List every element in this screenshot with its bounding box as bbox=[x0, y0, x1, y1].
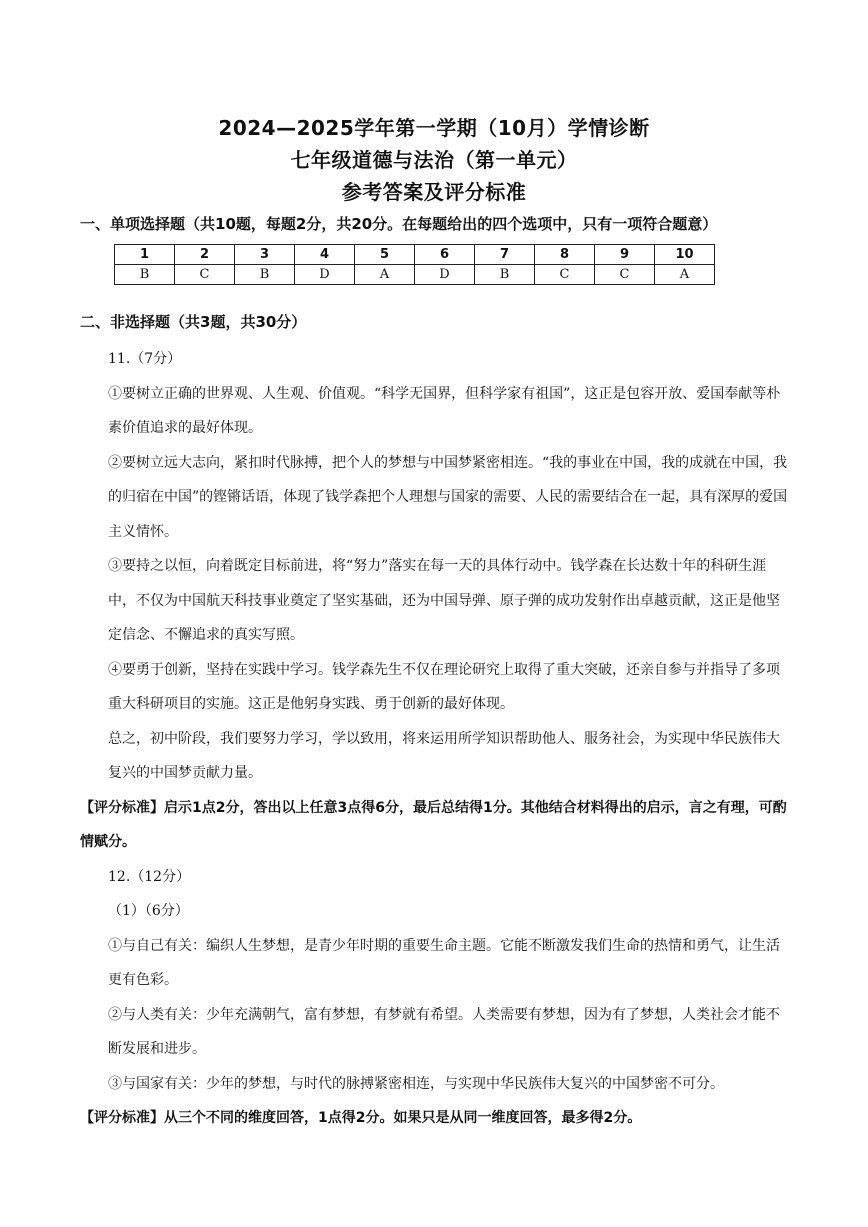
q12-point-2: ②与人类有关：少年充满朝气，富有梦想，有梦就有希望。人类需要有梦想，因为有了梦想，人类社会才能不断发展和进步。 bbox=[108, 1006, 780, 1057]
question-number-cell: 9 bbox=[595, 245, 655, 265]
answer-cell: A bbox=[355, 265, 415, 285]
q12-scoring-standard bbox=[80, 1101, 790, 1136]
q12-sub1-heading: （1）（6分） bbox=[108, 903, 189, 919]
question-number-cell: 8 bbox=[535, 245, 595, 265]
answer-cell: B bbox=[235, 265, 295, 285]
q12-point-1: ①与自己有关：编织人生梦想，是青少年时期的重要生命主题。它能不断激发我们生命的热情和勇气，让生活更有色彩。 bbox=[108, 937, 780, 988]
question-number-cell: 10 bbox=[655, 245, 715, 265]
section2-heading: 二、非选择题（共3题，共30分） bbox=[80, 313, 307, 331]
answer-cell: C bbox=[595, 265, 655, 285]
question-number-cell: 5 bbox=[355, 245, 415, 265]
answer-cell: A bbox=[655, 265, 715, 285]
q11-heading: 11.（7分） bbox=[108, 351, 182, 367]
answer-cell: B bbox=[115, 265, 175, 285]
q12-point-3: ③与国家有关：少年的梦想，与时代的脉搏紧密相连，与实现中华民族伟大复兴的中国梦密不可分。 bbox=[108, 1075, 724, 1092]
scoring-standard-text: 启示1点2分，答出以上任意3点得6分，最后总结得1分。其他结合材料得出的启示，言之有理，可酌情赋分。 bbox=[80, 799, 787, 850]
section2-content bbox=[80, 342, 790, 1136]
q11-summary: 总之，初中阶段，我们要努力学习，学以致用，将来运用所学知识帮助他人、服务社会，为实现中华民族伟大复兴的中国梦贡献力量。 bbox=[108, 730, 780, 781]
q11-point-4: ④要勇于创新，坚持在实践中学习。钱学森先生不仅在理论研究上取得了重大突破，还亲自参与并指导了多项重大科研项目的实施。这正是他躬身实践、勇于创新的最好体现。 bbox=[108, 661, 780, 712]
question-number-cell: 3 bbox=[235, 245, 295, 265]
doc-title-line1: 2024—2025学年第一学期（10月）学情诊断 bbox=[218, 116, 650, 140]
section1-heading: 一、单项选择题（共10题，每题2分，共20分。在每题给出的四个选项中，只有一项符合题意） bbox=[80, 215, 718, 233]
question-number-cell: 6 bbox=[415, 245, 475, 265]
q11-point-2: ②要树立远大志向，紧扣时代脉搏，把个人的梦想与中国梦紧密相连。“我的事业在中国，我的成就在中国，我的归宿在中国”的铿锵话语，体现了钱学森把个人理想与国家的需要、人民的需要结合在一起，具有深厚的爱国主义情怀。 bbox=[108, 454, 788, 540]
scoring-standard-label: 【评分标准】 bbox=[80, 1110, 164, 1126]
answer-table-answer-row bbox=[115, 265, 715, 285]
question-number-cell: 2 bbox=[175, 245, 235, 265]
scoring-standard-text: 从三个不同的维度回答，1点得2分。如果只是从同一维度回答，最多得2分。 bbox=[164, 1110, 642, 1126]
answer-cell: B bbox=[475, 265, 535, 285]
doc-title-line3: 参考答案及评分标准 bbox=[341, 180, 527, 204]
answer-cell: D bbox=[295, 265, 355, 285]
scoring-standard-label: 【评分标准】 bbox=[80, 799, 164, 816]
question-number-cell: 1 bbox=[115, 245, 175, 265]
answer-cell: C bbox=[175, 265, 235, 285]
q11-scoring-standard bbox=[80, 791, 790, 860]
question-number-cell: 4 bbox=[295, 245, 355, 265]
answer-table bbox=[114, 244, 715, 285]
q11-point-3: ③要持之以恒，向着既定目标前进，将“努力”落实在每一天的具体行动中。钱学森在长达数十年的科研生涯中，不仅为中国航天科技事业奠定了坚实基础，还为中国导弹、原子弹的成功发射作出卓越贡献，这正是他坚定信念、不懈追求的真实写照。 bbox=[108, 558, 780, 643]
q11-point-1: ①要树立正确的世界观、人生观、价值观。“科学无国界，但科学家有祖国”，这正是包容开放、爱国奉献等朴素价值追求的最好体现。 bbox=[108, 385, 781, 436]
question-number-cell: 7 bbox=[475, 245, 535, 265]
answer-cell: C bbox=[535, 265, 595, 285]
q12-heading: 12.（12分） bbox=[108, 868, 191, 885]
answer-cell: D bbox=[415, 265, 475, 285]
answer-table-header-row bbox=[115, 245, 715, 265]
doc-title-line2: 七年级道德与法治（第一单元） bbox=[290, 148, 578, 172]
